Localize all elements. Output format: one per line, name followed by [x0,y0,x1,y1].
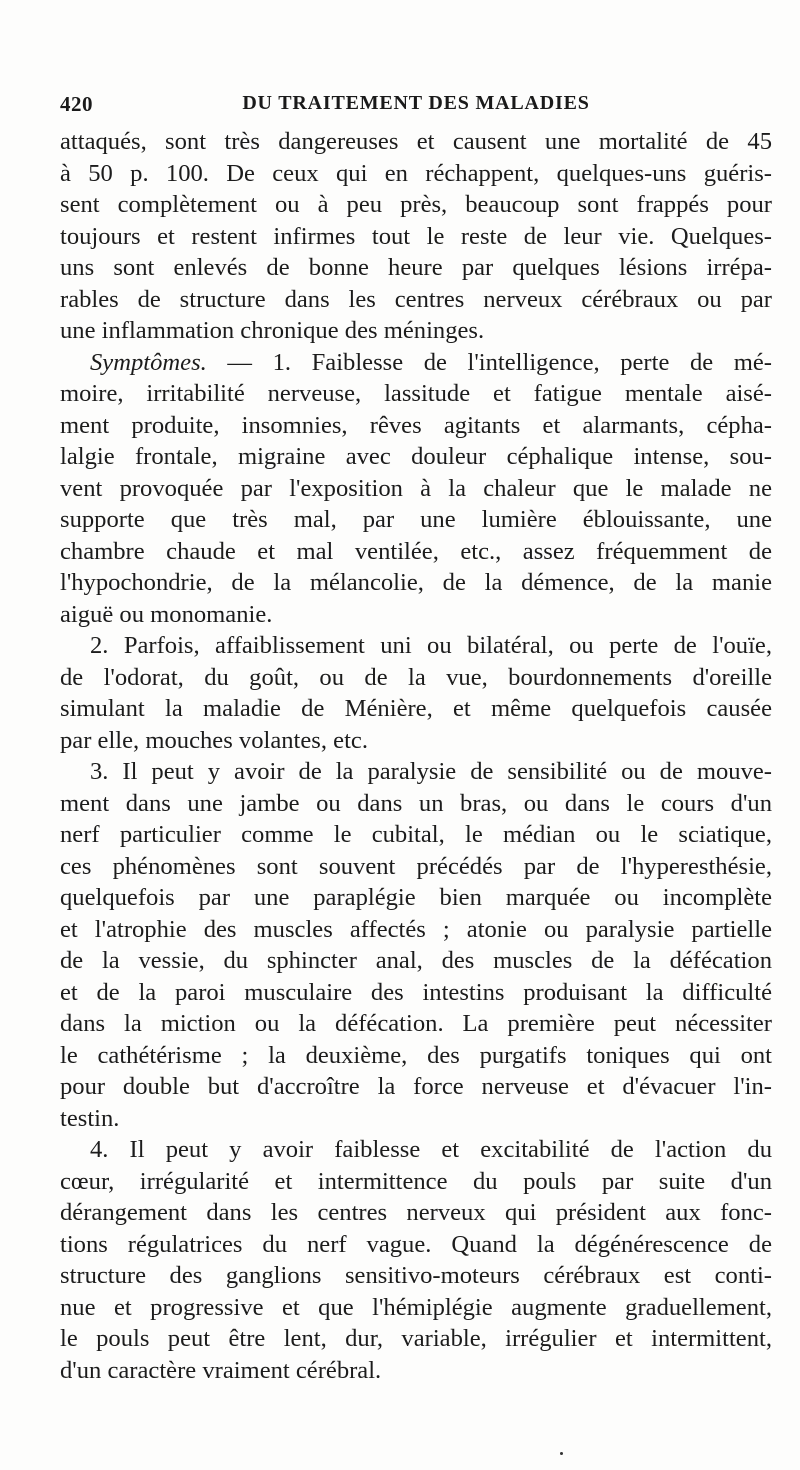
line-text: l'hypochondrie, de la mélancolie, de la démence, de la manie [60,569,772,596]
text-line [60,851,772,883]
line-text: pour double but d'accroître la force nerveuse et d'évacuer l'in- [60,1073,772,1100]
text-line [60,882,772,914]
text-line [60,221,772,253]
text-line [60,1229,772,1261]
line-text: simulant la maladie de Ménière, et même quelquefois causée [60,695,772,722]
text-line [60,788,772,820]
text-line [60,914,772,946]
text-line [60,126,772,158]
text-line [60,725,772,757]
line-text: rables de structure dans les centres nerveux cérébraux ou par [60,285,772,313]
text-line [60,347,772,379]
text-line [60,945,772,977]
text-line [60,441,772,473]
text-line [60,693,772,725]
text-line [60,1166,772,1198]
text-line [60,1071,772,1103]
text-line [60,504,772,536]
line-text: attaqués, sont très dangereuses et causent une mortalité de 45 [60,128,772,155]
page-number: 420 [60,92,93,116]
line-text: ment produite, insomnies, rêves agitants et alarmants, cépha- [60,411,772,439]
line-text: le pouls peut être lent, dur, variable, irrégulier et intermittent, [60,1325,772,1352]
text-line [60,599,772,631]
line-text: cœur, irrégularité et intermittence du pouls par suite d'un [60,1167,772,1195]
line-text: vent provoquée par l'exposition à la chaleur que le malade ne [60,474,772,502]
text-line [60,662,772,694]
line-text: une inflammation chronique des méninges. [60,317,485,344]
line-text: dérangement dans les centres nerveux qui président aux fonc- [60,1199,772,1226]
text-line [60,315,772,347]
line-text: toujours et restent infirmes tout le reste de leur vie. Quelques- [60,222,772,250]
line-text: chambre chaude et mal ventilée, etc., assez fréquemment de [60,537,772,565]
text-line [60,1323,772,1355]
text-line [60,567,772,599]
line-text: nerf particulier comme le cubital, le médian ou le sciatique, [60,821,772,848]
text-line [60,1040,772,1072]
text-line [60,158,772,190]
line-text: et de la paroi musculaire des intestins produisant la difficulté [60,978,772,1006]
line-text: moire, irritabilité nerveuse, lassitude et fatigue mentale aisé- [60,380,772,407]
text-line [60,1355,772,1387]
text-line [60,630,772,662]
line-text: de l'odorat, du goût, ou de la vue, bourdonnements d'oreille [60,663,772,691]
text-line [60,284,772,316]
page-header [60,92,772,122]
line-text: d'un caractère vraiment cérébral. [60,1356,382,1384]
line-text: ment dans une jambe ou dans un bras, ou dans le cours d'un [60,789,772,817]
text-line [60,977,772,1009]
text-line [60,756,772,788]
text-line [60,1008,772,1040]
text-line [60,410,772,442]
text-line [60,189,772,221]
text-line [60,1260,772,1292]
line-text: structure des ganglions sensitivo-moteurs cérébraux est conti- [60,1262,772,1289]
body-text [60,126,772,1386]
text-line [60,536,772,568]
line-text: aiguë ou monomanie. [60,600,273,628]
text-line [60,378,772,410]
line-text: à 50 p. 100. De ceux qui en réchappent, quelques-uns guéris- [60,159,772,187]
line-text: par elle, mouches volantes, etc. [60,726,368,754]
line-text: de la vessie, du sphincter anal, des muscles de la défécation [60,947,772,974]
ink-speck [560,1452,563,1455]
line-text: lalgie frontale, migraine avec douleur céphalique intense, sou- [60,443,772,470]
text-line [60,1103,772,1135]
line-text: le cathétérisme ; la deuxième, des purgatifs toniques qui ont [60,1041,772,1069]
line-text: ces phénomènes sont souvent précédés par de l'hyperesthésie, [60,852,772,880]
line-text: dans la miction ou la défécation. La première peut nécessiter [60,1010,772,1037]
section-heading: Symptômes. [90,348,207,376]
running-title: DU TRAITEMENT DES MALADIES [242,92,590,114]
line-text: — 1. Faiblesse de l'intelligence, perte de mé- [227,348,772,376]
text-line [60,1292,772,1324]
text-line [60,473,772,505]
text-line [60,1197,772,1229]
line-text: quelquefois par une paraplégie bien marquée ou incomplète [60,884,772,911]
line-text: supporte que très mal, par une lumière éblouissante, une [60,506,772,533]
line-text: testin. [60,1104,120,1132]
line-text: 2. Parfois, affaiblissement uni ou bilatéral, ou perte de l'ouïe, [90,632,772,659]
line-text: tions régulatrices du nerf vague. Quand la dégénérescence de [60,1230,772,1258]
line-text: 4. Il peut y avoir faiblesse et excitabilité de l'action du [90,1136,772,1163]
line-text: uns sont enlevés de bonne heure par quelques lésions irrépa- [60,254,772,281]
line-text: sent complètement ou à peu près, beaucoup sont frappés pour [60,191,772,218]
text-line [60,252,772,284]
line-text: et l'atrophie des muscles affectés ; atonie ou paralysie partielle [60,915,772,943]
text-line [60,819,772,851]
line-text: 3. Il peut y avoir de la paralysie de sensibilité ou de mouve- [90,758,772,785]
text-line [60,1134,772,1166]
line-text: nue et progressive et que l'hémiplégie augmente graduellement, [60,1293,772,1321]
